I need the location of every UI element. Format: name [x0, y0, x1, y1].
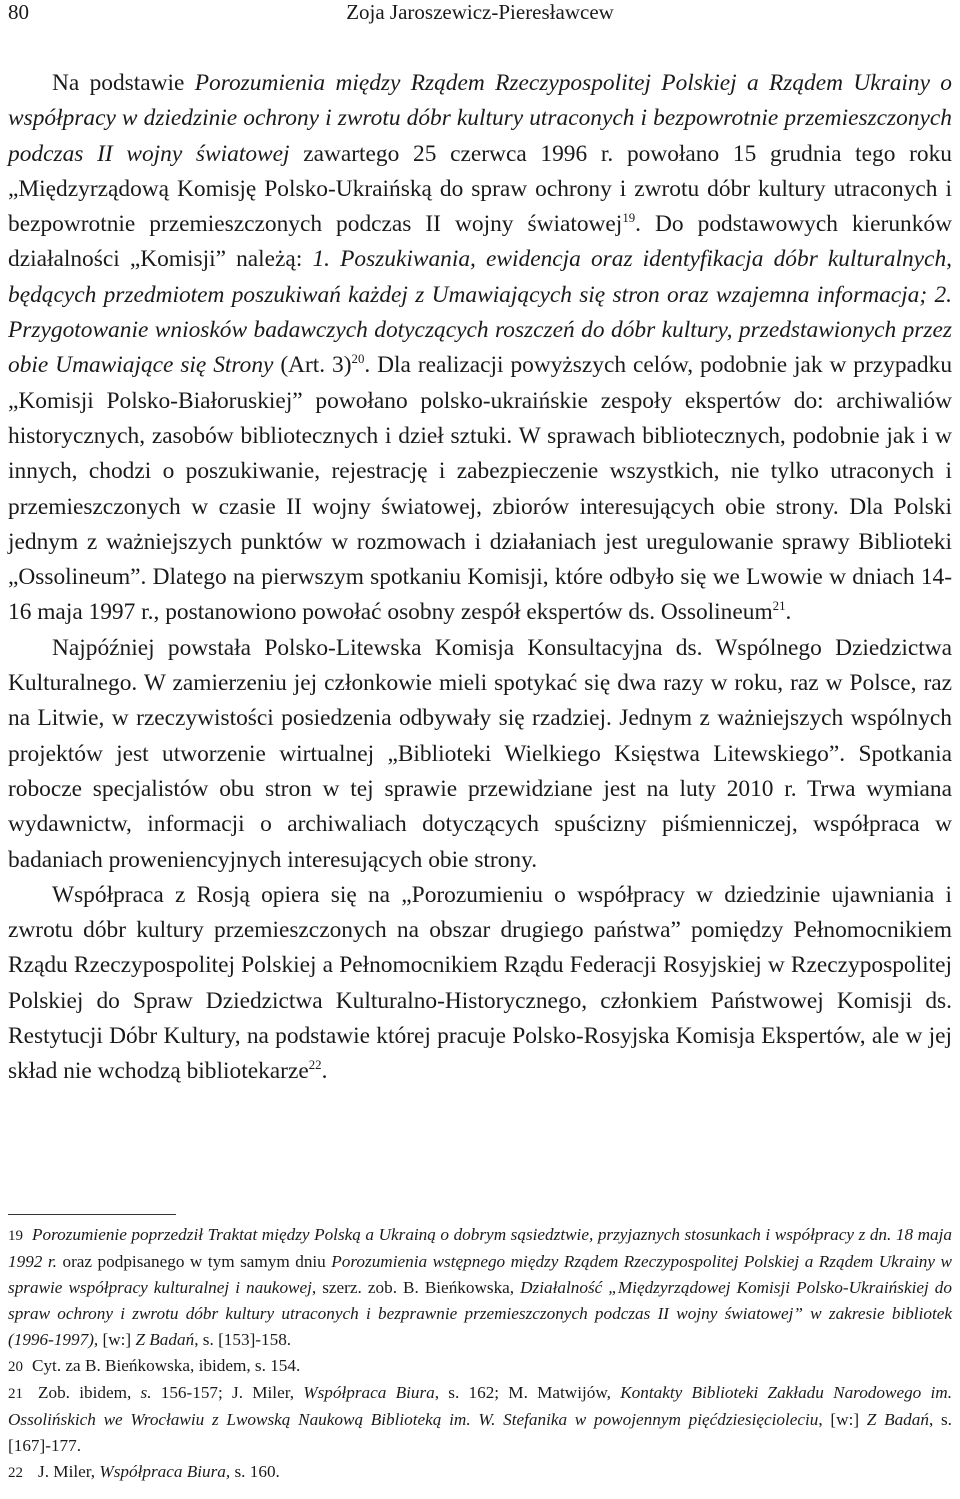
italic-span: Z Badań	[866, 1410, 929, 1429]
text-span: J. Miler,	[38, 1462, 100, 1481]
text-span: 156-157; J. Miler,	[151, 1383, 304, 1402]
italic-span: s.	[140, 1383, 152, 1402]
text-span: s. 160.	[230, 1462, 280, 1481]
footnote-number: 20	[8, 1359, 23, 1375]
paragraph	[8, 631, 952, 878]
footnote	[8, 1380, 952, 1459]
footnotes	[8, 1222, 952, 1486]
italic-span: Kontakty Biblioteki Zakładu Narodowego im. Ossolińskich we Wrocławiu z Lwowską Naukową Biblioteką im. W. Stefanika w powojennym pięćdziesięcioleciu	[8, 1383, 952, 1429]
italic-span: Porozumienia wstępnego między Rządem Rzeczypospolitej Polskiej a Rządem Ukrainy w sprawie współpracy kulturalnej i naukowej	[8, 1252, 952, 1297]
footnote-separator	[8, 1214, 176, 1215]
text-span: oraz podpisanego w tym samym dniu	[56, 1252, 332, 1271]
text-span: .	[321, 1058, 328, 1085]
footnote	[8, 1353, 952, 1380]
text-span: , s. 162; M. Matwijów,	[434, 1383, 621, 1402]
footnote	[8, 1222, 952, 1353]
footnote	[8, 1459, 952, 1486]
italic-span: Współpraca Biura	[303, 1383, 435, 1402]
paragraph	[8, 66, 952, 631]
italic-span: Współpraca Biura,	[99, 1462, 231, 1481]
text-span: . Dla realizacji powyższych celów, podobnie jak w przypadku „Komisji Polsko-Białoruskiej” powołano polsko-ukraińskie zespoły ekspertów do: archiwaliów historycznych, zasobów bibliotecznych i dzieł sztuki. W sprawach bibliotecznych, podobnie jak i w innych, chodzi o poszukiwanie, rejestrację i zabezpieczenie wszystkich, nie tylko utraconych i przemieszczonych w czasie II wojny światowej, zbiorów interesujących obie strony. Dla Polski jednym z ważniejszych punktów w rozmowach i działaniach jest uregulowanie sprawy Biblioteki „Ossolineum”. Dlatego na pierwszym spotkaniu Komisji, które odbyło się we Lwowie w dniach 14-16 maja 1997 r., postanowiono powołać osobny zespół ekspertów ds. Ossolineum	[8, 352, 953, 626]
footnote-number: 22	[8, 1465, 23, 1481]
text-span: Na podstawie	[52, 70, 195, 96]
text-span: Zob. ibidem,	[38, 1383, 141, 1402]
footnote-reference: 21	[772, 599, 786, 614]
italic-span: Porozumienie poprzedził Traktat między Polską a Ukrainą o dobrym sąsiedztwie, przyjaznych stosunkach i współpracy z dn. 18 maja 1992 r.	[8, 1225, 952, 1271]
text-span: , s. [167]-177.	[8, 1410, 952, 1455]
text-span: Cyt. za B. Bieńkowska, ibidem, s. 154.	[32, 1356, 301, 1375]
text-span: zawartego 25 czerwca 1996 r. powołano 15 grudnia tego roku „Międzyrządową Komisję Polsko-Ukraińską do spraw ochrony i zwrotu dóbr kultury utraconych i bezpowrotnie przemieszczonych podczas II wojny światowej	[8, 140, 953, 238]
italic-span: Działalność „Międzyrządowej Komisji Polsko-Ukraińskiej do spraw ochrony i zwrotu dóbr kultury utraconych i bezprawnie przemieszczonych podczas II wojny światowej” w zakresie bibliotek (1996-1997),	[8, 1278, 952, 1349]
italic-span: 1. Poszukiwania, ewidencja oraz identyfikacja dóbr kulturalnych, będących przedmiotem poszukiwań każdej z Umawiających się stron oraz wzajemna informacja; 2. Przygotowanie wniosków badawczych dotyczących roszczeń do dóbr kultury, przedstawionych przez obie Umawiające się Strony	[8, 246, 952, 379]
text-span: Współpraca z Rosją opiera się na „Porozumieniu o współpracy w dziedzinie ujawniania i zwrotu dóbr kultury przemieszczonych na obszar drugiego państwa” pomiędzy Pełnomocnikiem Rządu Rzeczypospolitej Polskiej a Pełnomocnikiem Rządu Federacji Rosyjskiej w Rzeczypospolitej Polskiej do Spraw Dziedzictwa Kulturalno-Historycznego, członkiem Państwowej Komisji ds. Restytucji Dóbr Kultury, na podstawie której pracuje Polsko-Rosyjska Komisja Ekspertów, ale w jej skład nie wchodzą bibliotekarze	[8, 881, 952, 1085]
text-span: .	[785, 599, 792, 626]
footnote-reference: 20	[351, 352, 365, 367]
text-span: (Art. 3)	[273, 352, 352, 379]
footnote-number: 21	[8, 1386, 23, 1402]
main-text	[8, 66, 952, 1090]
text-span: , s. [153]-158.	[194, 1330, 292, 1349]
text-span: Najpóźniej powstała Polsko-Litewska Komisja Konsultacyjna ds. Wspólnego Dziedzictwa Kulturalnego. W zamierzeniu jej członkowie mieli spotykać się dwa razy w roku, raz w Polsce, raz na Litwie, w rzeczywistości posiedzenia odbywały się rzadziej. Jednym z ważniejszych wspólnych projektów jest utworzenie wirtualnej „Biblioteki Wielkiego Księstwa Litewskiego”. Spotkania robocze specjalistów obu stron w tej sprawie przewidziane jest na luty 2010 r. Trwa wymiana wydawnictw, informacji o archiwaliach dotyczących spuścizny piśmienniczej, współpraca w badaniach proweniencyjnych interesujących obie strony.	[8, 634, 952, 873]
text-span: , [w:]	[818, 1410, 867, 1429]
running-head-author: Zoja Jaroszewicz-Pieresławcew	[346, 0, 614, 24]
text-span: [w:]	[98, 1330, 136, 1349]
text-span: . Do podstawowych kierunków działalności „Komisji” należą:	[8, 211, 952, 273]
paragraph	[8, 878, 952, 1090]
italic-span: Porozumienia między Rządem Rzeczypospolitej Polskiej a Rządem Ukrainy o współpracy w dziedzinie ochrony i zwrotu dóbr kultury utraconych i bezpowrotnie przemieszczonych podczas II wojny światowej	[8, 70, 952, 167]
footnote-reference: 22	[308, 1058, 322, 1073]
page-number: 80	[8, 0, 29, 24]
text-span: , szerz. zob. B. Bieńkowska,	[311, 1278, 521, 1297]
italic-span: Z Badań	[135, 1330, 195, 1349]
running-header	[8, 0, 952, 26]
footnote-reference: 19	[622, 211, 636, 226]
footnote-number: 19	[8, 1228, 23, 1244]
